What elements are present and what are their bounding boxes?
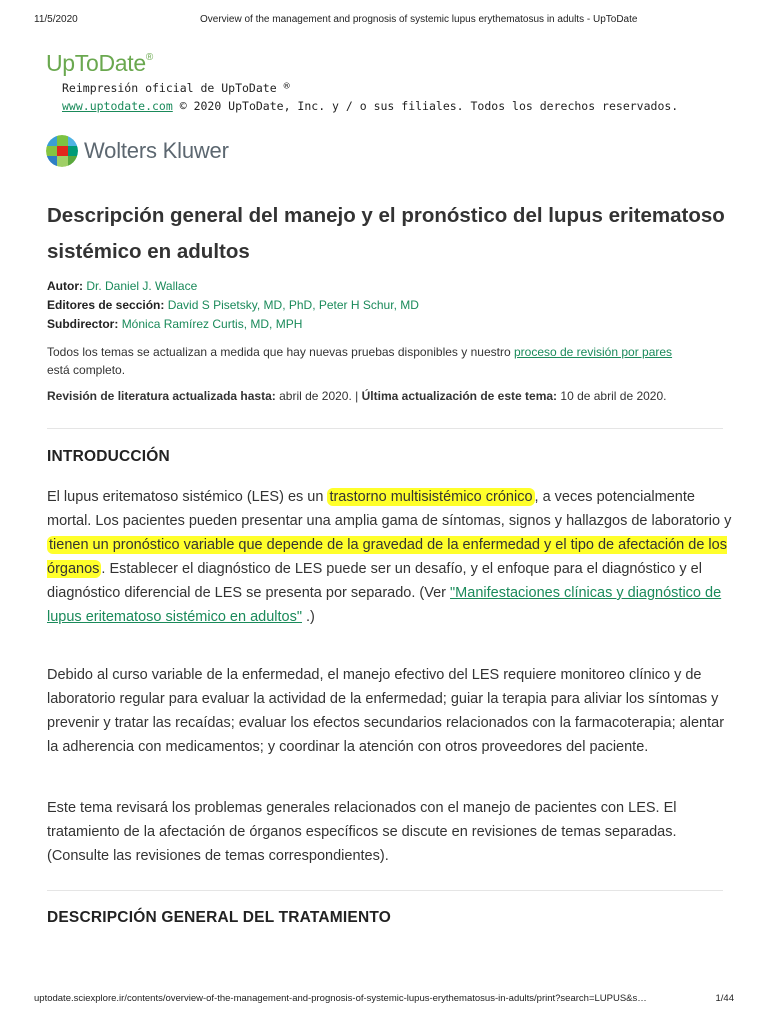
last-update-date: 10 de abril de 2020. [560, 389, 667, 403]
reprint-symbol: ® [283, 81, 290, 92]
article-title: Descripción general del manejo y el pronóstico del lupus eritematoso sistémico en adultos [47, 204, 725, 263]
lit-review-label: Revisión de literatura actualizada hasta: [47, 389, 276, 403]
print-date: 11/5/2020 [34, 14, 78, 25]
section-editors-label: Editores de sección: [47, 298, 165, 312]
intro-paragraph-2: Debido al curso variable de la enfermedad, el manejo efectivo del LES requiere monitoreo clínico y de laboratorio regular para evaluar la actividad de la enfermedad; guiar la terapia para aliviar los síntomas y prevenir y tratar las recaídas; evaluar los efectos secundarios relacionados con la farmacoterapia; alentar la adherencia con medicamentos; y coordinar la atención con otros proveedores del paciente. [47, 667, 725, 755]
wolters-kluwer-logo [46, 134, 229, 168]
print-url: uptodate.sciexplore.ir/contents/overview-of-the-management-and-prognosis-of-systemic-lupus-erythematosus-in-adults/print?search=LUPUS&s… [34, 993, 647, 1004]
author-link[interactable]: Dr. Daniel J. Wallace [86, 279, 198, 293]
publisher-name: Wolters Kluwer [84, 138, 229, 163]
author-line [47, 277, 197, 295]
divider [47, 428, 723, 429]
intro-paragraph-3: Este tema revisará los problemas generales relacionados con el manejo de pacientes con LES. El tratamiento de la afectación de órganos específicos se discute en revisiones de temas separadas. (Consulte las revisiones de temas correspondientes). [47, 800, 677, 864]
last-update-label: Última actualización de este tema: [361, 389, 558, 403]
reprint-line: Reimpresión oficial de UpToDate [62, 81, 277, 95]
wolters-kluwer-mosaic-icon [46, 135, 78, 167]
p1-text-a: El lupus eritematoso sistémico (LES) es un [47, 489, 324, 505]
copyright-text: © 2020 UpToDate, Inc. y / o sus filiales. Todos los derechos reservados. [179, 99, 679, 113]
highlight-chronic-multisystem: trastorno multisistémico crónico [329, 489, 533, 505]
peer-review-link[interactable]: proceso de revisión por pares [513, 345, 673, 359]
notice-text: Todos los temas se actualizan a medida que hay nuevas pruebas disponibles y nuestro [47, 345, 511, 359]
section-editors-line [47, 296, 419, 314]
deputy-link[interactable]: Mónica Ramírez Curtis, MD, MPH [121, 317, 303, 331]
deputy-label: Subdirector: [47, 317, 119, 331]
print-page-title: Overview of the management and prognosis of systemic lupus erythematosus in adults - UpToDate [200, 14, 638, 25]
p1-text-c: . Establecer el diagnóstico de LES puede ser un desafío, y el enfoque para el diagnóstico y el diagnóstico diferencial de LES se presenta por separado. (Ver [47, 561, 702, 601]
highlight-variable-prognosis: tienen un pronóstico variable que depende de la gravedad de la enfermedad y el tipo de afectación de los órganos [47, 537, 727, 577]
logo-text: UpToDate [46, 50, 146, 76]
author-label: Autor: [47, 279, 83, 293]
intro-paragraph-1 [47, 485, 737, 629]
clinical-manifestations-link[interactable]: "Manifestaciones clínicas y diagnóstico de lupus eritematoso sistémico en adultos" [47, 585, 722, 625]
page-number: 1/44 [715, 993, 734, 1004]
section-heading-treatment-overview: DESCRIPCIÓN GENERAL DEL TRATAMIENTO [47, 909, 392, 926]
date-separator: | [355, 389, 359, 403]
notice-end: está completo. [47, 363, 126, 377]
divider [47, 890, 723, 891]
reprint-notice [62, 80, 678, 114]
section-editors-link[interactable]: David S Pisetsky, MD, PhD, Peter H Schur, MD [167, 298, 419, 312]
lit-review-date: abril de 2020. [279, 389, 352, 403]
peer-review-notice [47, 343, 727, 379]
review-dates [47, 387, 666, 405]
p1-text-d: .) [306, 609, 315, 625]
registered-mark: ® [145, 52, 153, 64]
uptodate-logo[interactable] [46, 50, 153, 77]
section-heading-introduction: INTRODUCCIÓN [47, 448, 170, 465]
p1-text-b: , a veces potencialmente mortal. Los pacientes pueden presentar una amplia gama de síntomas, signos y hallazgos de laboratorio y [47, 489, 732, 529]
deputy-editor-line [47, 315, 302, 333]
uptodate-site-link[interactable]: www.uptodate.com [62, 99, 173, 113]
